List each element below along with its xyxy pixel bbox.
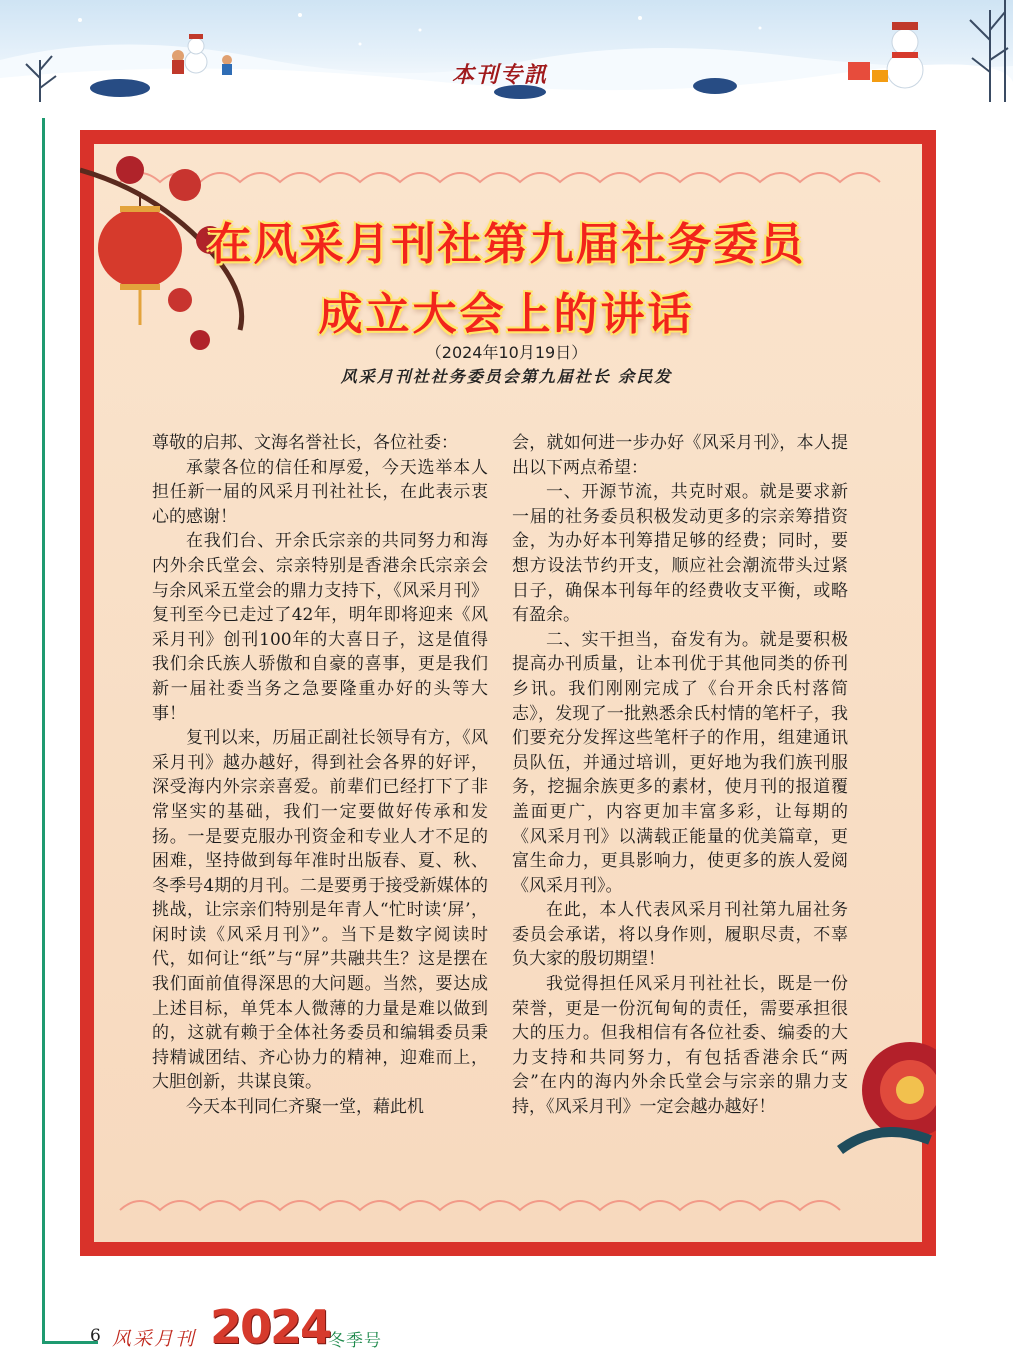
paragraph: 二、实干担当，奋发有为。就是要积极提高办刊质量，让本刊优于其他同类的侨刊乡讯。我们刚刚完成了《台开余氏村落简志》，发现了一批熟悉余氏村情的笔杆子，我们要充分发挥这些笔杆子的作用，组建通讯员队伍，并通过培训，更好地为我们族刊服务，挖掘余族更多的素材，使月刊的报道覆盖面更广，内容更加丰富多彩，让每期的《风采月刊》以满载正能量的优美篇章，更富生命力，更具影响力，使更多的族人爱阅《风采月刊》。 (512, 629, 848, 896)
article-title-line1: 在风采月刊社第九届社务委员 (207, 219, 806, 270)
paragraph: 复刊以来，历届正副社长领导有方，《风采月刊》越办越好，得到社会各界的好评，深受海内外宗亲喜爱。前辈们已经打下了非常坚实的基础，我们一定要做好传承和发扬。一是要克服办刊资金和专业人才不足的困难，坚持做到每年准时出版春、夏、秋、冬季号4期的月刊。二是要勇于接受新媒体的挑战，让宗亲们特别是年青人“忙时读‘屏’，闲时读《风采月刊》”。当下是数字阅读时代，如何让“纸”与“屏”共融共生？这是摆在我们面前值得深思的大问题。当然，要达成上述目标，单凭本人微薄的力量是难以做到的，这就有赖于全体社务委员和编辑委员秉持精诚团结、齐心协力的精神，迎难而上，大胆创新，共谋良策。 (152, 728, 488, 1093)
paragraph: 我觉得担任风采月刊社社长，既是一份荣誉，更是一份沉甸甸的责任，需要承担很大的压力。但我相信有各位社委、编委的大力支持和共同努力，有包括香港余氏“两会”在内的海内外余氏堂会与宗亲的鼎力支持，《风采月刊》一定会越办越好！ (512, 974, 848, 1118)
paragraph: 在此，本人代表风采月刊社第九届社务委员会承诺，将以身作则，履职尽责，不辜负大家的殷切期望！ (512, 900, 848, 970)
page-number: 6 (90, 1326, 101, 1346)
paragraph-continued: 会，就如何进一步办好《风采月刊》，本人提出以下两点希望： (512, 433, 848, 478)
issue-season: 冬季号 (328, 1331, 382, 1351)
salutation: 尊敬的启邦、文海名誉社长，各位社委： (152, 433, 458, 453)
paragraph: 在我们台、开余氏宗亲的共同努力和海内外余氏堂会、宗亲特别是香港余氏宗亲会与余风采五堂会的鼎力支持下，《风采月刊》复刊至今已走过了42年，明年即将迎来《风采月刊》创刊100年的大喜日子，这是值得我们余氏族人骄傲和自豪的喜事，更是我们新一届社委当务之急要隆重办好的头等大事！ (152, 531, 488, 724)
article-column-right (512, 431, 848, 1120)
article-author: 风采月刊社社务委员会第九届社长 余民发 (340, 367, 673, 386)
winter-banner (0, 0, 1013, 102)
magazine-name: 风采月刊 (112, 1328, 197, 1350)
peony-flower-icon (840, 1042, 936, 1150)
paragraph: 今天本刊同仁齐聚一堂，藉此机 (186, 1097, 424, 1118)
article-date: （2024年10月19日） (425, 343, 588, 362)
article-title-line2: 成立大会上的讲话 (318, 289, 695, 340)
article-column-left (152, 431, 488, 1120)
paragraph: 一、开源节流，共克时艰。就是要求新一届的社务委员积极发动更多的宗亲筹措资金，为办好本刊筹措足够的经费；同时，要想方设法节约开支，顺应社会潮流带头过紧日子，确保本刊每年的经费收支平衡，或略有盈余。 (512, 482, 848, 626)
issue-year: 2024 (210, 1300, 331, 1354)
paragraph: 承蒙各位的信任和厚爱，今天选举本人担任新一届的风采月刊社社长，在此表示衷心的感谢！ (152, 457, 488, 527)
section-title: 本刊专訊 (452, 62, 549, 88)
